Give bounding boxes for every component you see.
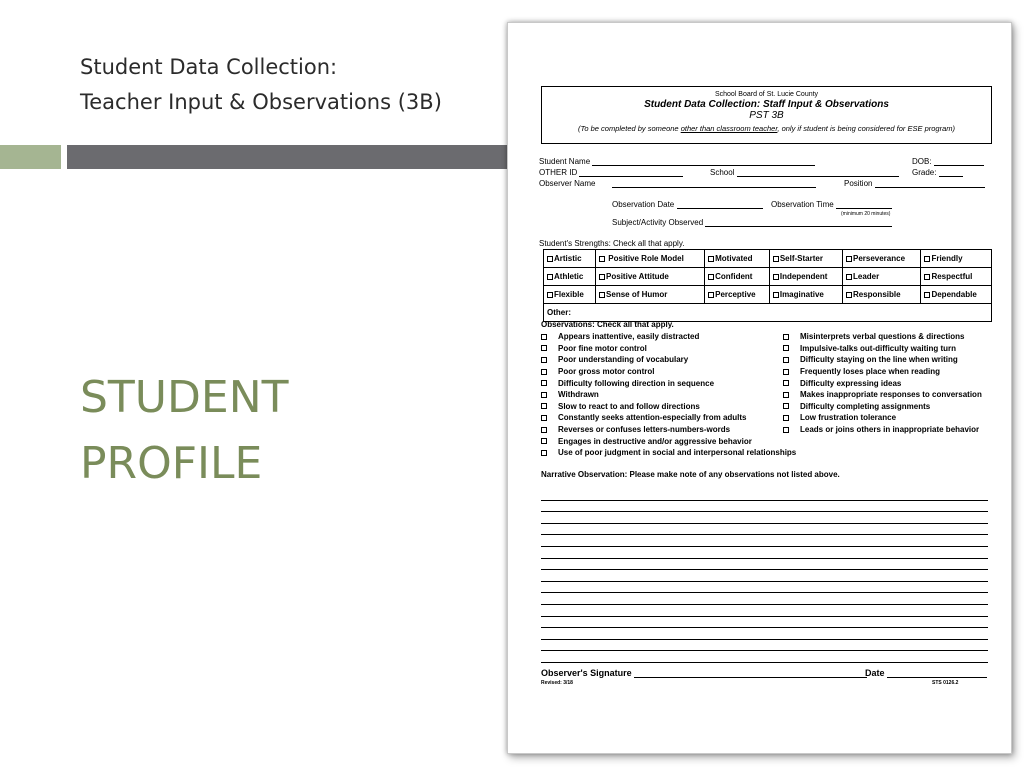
observations-right-list	[783, 331, 982, 435]
checkbox-icon	[773, 256, 779, 262]
checkbox-icon	[599, 274, 605, 280]
section-heading-line-2: PROFILE	[80, 438, 263, 489]
narrative-line	[541, 512, 988, 524]
strength-label: Positive Role Model	[608, 254, 684, 263]
narrative-line	[541, 651, 988, 663]
strength-cell	[842, 286, 920, 304]
subject-activity-line	[705, 218, 892, 227]
observation-label: Difficulty following direction in sequence	[558, 378, 715, 388]
strength-cell	[921, 286, 992, 304]
observer-name-field	[539, 179, 816, 188]
observation-label: Makes inappropriate responses to conversation	[800, 390, 982, 400]
position-line	[875, 179, 985, 188]
strength-label: Self-Starter	[779, 254, 823, 263]
checkbox-icon	[783, 427, 789, 433]
other-id-label: OTHER ID	[539, 168, 578, 177]
strengths-other-row	[544, 304, 992, 322]
observation-label: Frequently loses place when reading	[800, 367, 941, 377]
grade-label: Grade:	[912, 168, 937, 177]
checkbox-icon	[541, 357, 547, 363]
checkbox-icon	[783, 380, 789, 386]
grade-field	[912, 168, 963, 177]
form-org: School Board of St. Lucie County	[714, 91, 819, 98]
checkbox-icon	[541, 345, 547, 351]
checkbox-icon	[541, 392, 547, 398]
checkbox-icon	[599, 256, 605, 262]
strengths-row	[544, 286, 992, 304]
strength-label: Positive Attitude	[606, 272, 669, 281]
observation-label: Slow to react to and follow directions	[558, 401, 700, 411]
observer-signature-field	[541, 668, 867, 678]
accent-bar-green	[0, 145, 61, 169]
position-label: Position	[844, 179, 873, 188]
strength-label: Friendly	[931, 254, 963, 263]
narrative-line	[541, 617, 988, 629]
checkbox-icon	[708, 274, 714, 280]
form-note-suffix: , only if student is being considered for ESE program)	[777, 124, 956, 133]
narrative-line	[541, 640, 988, 652]
observation-item	[783, 343, 982, 355]
checkbox-icon	[708, 256, 714, 262]
checkbox-icon	[547, 256, 553, 262]
checkbox-icon	[541, 380, 547, 386]
strength-other-cell: Other:	[544, 304, 992, 322]
observation-item	[783, 401, 982, 413]
form-page-image	[507, 22, 1012, 754]
strength-cell	[596, 250, 705, 268]
observation-item	[541, 401, 796, 413]
narrative-line	[541, 570, 988, 582]
strength-cell	[596, 286, 705, 304]
narrative-line	[541, 593, 988, 605]
checkbox-icon	[846, 256, 852, 262]
narrative-line	[541, 559, 988, 571]
signature-line	[634, 668, 867, 678]
narrative-lines	[541, 489, 988, 663]
observation-item	[783, 366, 982, 378]
checkbox-icon	[846, 292, 852, 298]
observation-label: Poor fine motor control	[558, 343, 647, 353]
observation-item	[541, 366, 796, 378]
strength-cell	[705, 250, 770, 268]
observation-item	[783, 389, 982, 401]
narrative-line	[541, 547, 988, 559]
checkbox-icon	[783, 392, 789, 398]
student-name-field	[539, 157, 815, 166]
narrative-line	[541, 605, 988, 617]
section-heading	[80, 365, 288, 497]
checkbox-icon	[924, 256, 930, 262]
checkbox-icon	[773, 292, 779, 298]
observation-label: Constantly seeks attention-especially from adults	[558, 413, 747, 423]
checkbox-icon	[924, 274, 930, 280]
form-code-footer: STS 0126.2	[932, 680, 959, 686]
strength-label: Leader	[852, 272, 880, 281]
section-heading-line-1: STUDENT	[80, 372, 289, 423]
strength-cell	[544, 250, 596, 268]
checkbox-icon	[541, 334, 547, 340]
accent-bar-gray	[67, 145, 527, 169]
other-id-line	[579, 168, 683, 177]
form-header	[541, 86, 992, 144]
date-label: Date	[865, 668, 885, 678]
observation-item	[783, 354, 982, 366]
checkbox-icon	[541, 369, 547, 375]
checkbox-icon	[541, 438, 547, 444]
strength-cell	[842, 250, 920, 268]
strength-label: Imaginative	[779, 290, 824, 299]
narrative-line	[541, 582, 988, 594]
form-note	[542, 124, 991, 133]
strength-cell	[544, 268, 596, 286]
narrative-line	[541, 535, 988, 547]
strength-label: Artistic	[554, 254, 582, 263]
observation-item	[541, 412, 796, 424]
observer-name-line	[612, 179, 816, 188]
observation-time-line	[836, 200, 892, 209]
strength-cell	[705, 268, 770, 286]
checkbox-icon	[846, 274, 852, 280]
strengths-row	[544, 250, 992, 268]
checkbox-icon	[547, 292, 553, 298]
strength-label: Motivated	[715, 254, 753, 263]
checkbox-icon	[783, 369, 789, 375]
strength-label: Sense of Humor	[606, 290, 668, 299]
observation-item	[783, 412, 982, 424]
strength-cell	[842, 268, 920, 286]
observation-label: Impulsive-talks out-difficulty waiting turn	[800, 343, 957, 353]
school-line	[737, 168, 899, 177]
strength-cell	[544, 286, 596, 304]
form-code-header: PST 3B	[749, 110, 784, 121]
checkbox-icon	[783, 345, 789, 351]
checkbox-icon	[547, 274, 553, 280]
observation-time-field	[771, 200, 892, 209]
strength-label: Responsible	[852, 290, 901, 299]
observer-name-label: Observer Name	[539, 179, 596, 188]
checkbox-icon	[708, 292, 714, 298]
grade-line	[939, 168, 963, 177]
observation-label: Difficulty expressing ideas	[800, 378, 902, 388]
form-note-prefix: (To be completed by someone	[577, 124, 681, 133]
observation-date-field	[612, 200, 763, 209]
observation-item	[541, 331, 796, 343]
strength-label: Independent	[779, 272, 828, 281]
strength-label: Athletic	[554, 272, 584, 281]
observation-label: Misinterprets verbal questions & directions	[800, 332, 965, 342]
observation-item	[541, 354, 796, 366]
form-title: Student Data Collection: Staff Input & Observations	[644, 99, 889, 110]
checkbox-icon	[541, 403, 547, 409]
observation-label: Poor understanding of vocabulary	[558, 355, 689, 365]
observation-item	[783, 377, 982, 389]
checkbox-icon	[541, 450, 547, 456]
strengths-row	[544, 268, 992, 286]
subject-activity-field	[612, 218, 892, 227]
observation-item	[541, 424, 796, 436]
observation-label: Appears inattentive, easily distracted	[558, 332, 700, 342]
dob-label: DOB:	[912, 157, 932, 166]
slide-title-line-1: Student Data Collection:	[80, 55, 338, 79]
strength-cell	[705, 286, 770, 304]
strength-cell	[921, 250, 992, 268]
strength-label: Perseverance	[852, 254, 906, 263]
checkbox-icon	[773, 274, 779, 280]
observation-item	[541, 377, 796, 389]
strength-cell	[769, 268, 842, 286]
observation-label: Withdrawn	[558, 390, 599, 400]
narrative-line	[541, 524, 988, 536]
observation-label: Engages in destructive and/or aggressive behavior	[558, 436, 752, 446]
checkbox-icon	[783, 334, 789, 340]
minimum-note: (minimum 20 minutes)	[841, 211, 891, 217]
observation-label: Leads or joins others in inappropriate behavior	[800, 425, 980, 435]
signature-date-field	[865, 668, 987, 678]
observation-item	[541, 389, 796, 401]
revised-note: Revised: 3/18	[541, 680, 573, 686]
narrative-line	[541, 501, 988, 513]
observations-title: Observations: Check all that apply.	[541, 320, 674, 329]
observation-item	[783, 424, 982, 436]
strength-label: Respectful	[931, 272, 973, 281]
checkbox-icon	[783, 357, 789, 363]
signature-label: Observer's Signature	[541, 668, 632, 678]
subject-activity-label: Subject/Activity Observed	[612, 218, 704, 227]
strength-label: Dependable	[931, 290, 977, 299]
slide-title-line-2: Teacher Input & Observations (3B)	[80, 90, 442, 114]
dob-line	[934, 157, 984, 166]
checkbox-icon	[599, 292, 605, 298]
observation-time-label: Observation Time	[771, 200, 834, 209]
date-line	[887, 668, 987, 678]
observation-label: Difficulty completing assignments	[800, 401, 931, 411]
strength-cell	[769, 286, 842, 304]
strength-label: Confident	[715, 272, 753, 281]
narrative-title: Narrative Observation: Please make note of any observations not listed above.	[541, 470, 840, 479]
checkbox-icon	[783, 403, 789, 409]
observation-label: Low frustration tolerance	[800, 413, 897, 423]
observation-label: Difficulty staying on the line when writing	[800, 355, 958, 365]
strength-label: Perceptive	[715, 290, 756, 299]
observation-label: Poor gross motor control	[558, 367, 655, 377]
strength-label: Flexible	[554, 290, 584, 299]
student-name-line	[592, 157, 815, 166]
checkbox-icon	[541, 415, 547, 421]
observation-item	[541, 447, 796, 459]
observation-date-line	[677, 200, 763, 209]
school-label: School	[710, 168, 735, 177]
checkbox-icon	[783, 415, 789, 421]
narrative-line	[541, 628, 988, 640]
dob-field	[912, 157, 984, 166]
observations-left-list	[541, 331, 796, 459]
observation-label: Use of poor judgment in social and interpersonal relationships	[558, 448, 797, 458]
observation-item	[541, 343, 796, 355]
strength-cell	[921, 268, 992, 286]
other-id-field	[539, 168, 683, 177]
observation-label: Reverses or confuses letters-numbers-words	[558, 425, 731, 435]
student-name-label: Student Name	[539, 157, 591, 166]
strength-cell	[769, 250, 842, 268]
observation-date-label: Observation Date	[612, 200, 675, 209]
position-field	[844, 179, 985, 188]
strengths-title: Student's Strengths: Check all that apply.	[539, 239, 685, 248]
narrative-line	[541, 489, 988, 501]
observation-item	[783, 331, 982, 343]
strengths-table	[543, 249, 992, 322]
form-note-underlined: other than classroom teacher	[680, 124, 778, 133]
checkbox-icon	[541, 427, 547, 433]
slide-title	[80, 50, 442, 120]
observation-item	[541, 435, 796, 447]
checkbox-icon	[924, 292, 930, 298]
strength-cell	[596, 268, 705, 286]
school-field	[710, 168, 899, 177]
